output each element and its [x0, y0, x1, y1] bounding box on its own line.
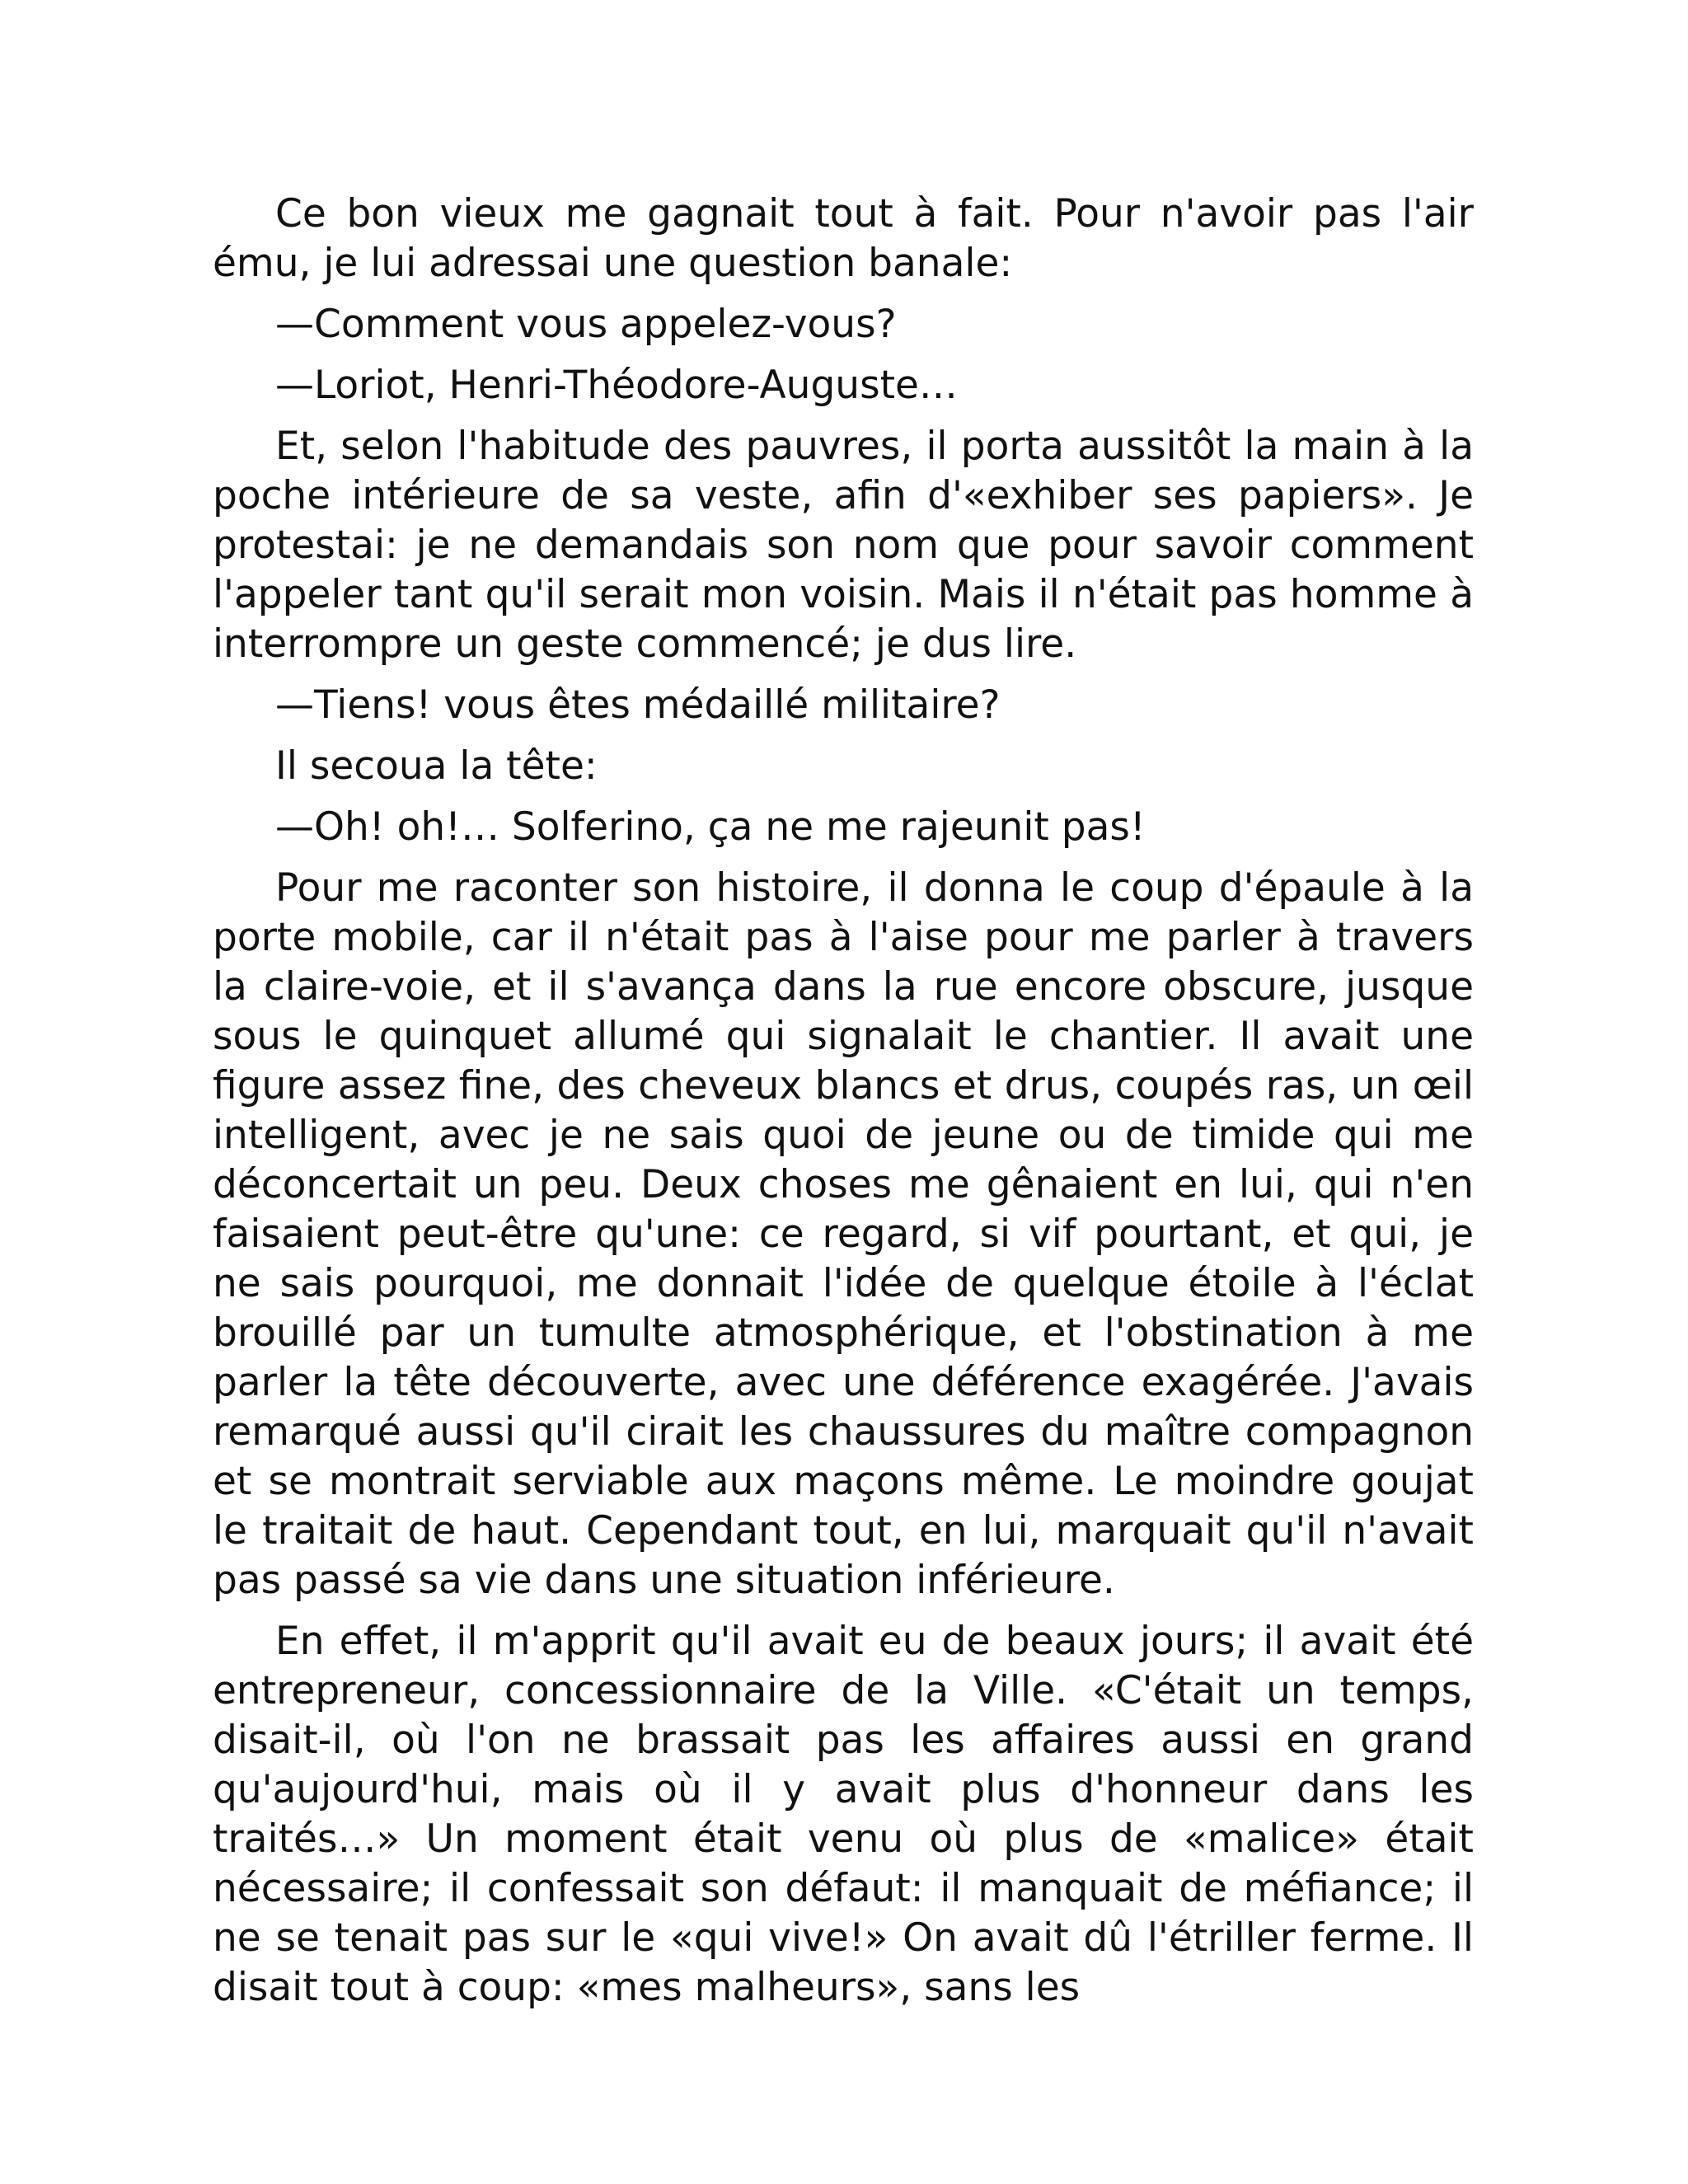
paragraph-3: —Loriot, Henri-Théodore-Auguste… [275, 363, 958, 408]
paragraph-8: Pour me raconter son histoire, il donna le coup d'épaule à la porte mobile, car il n'était pas à l'aise pour me parler à travers la claire-voie, et il s'avança dans la rue encore obscure, jusque sous le quinquet allumé qui signalait le chantier. Il avait une figure assez fine, des cheveux blancs et drus, coupés ras, un œil intelligent, avec je ne sais quoi de jeune ou de timide qui me déconcertait un peu. Deux choses me gênaient en lui, qui n'en faisaient peut-être qu'une: ce regard, si vif pourtant, et qui, je ne sais pourquoi, me donnait l'idée de quelque étoile à l'éclat brouillé par un tumulte atmosphérique, et l'obstination à me parler la tête découverte, avec une déférence exagérée. J'avais remarqué aussi qu'il cirait les chaussures du maître compagnon et se montrait serviable aux maçons même. Le moindre goujat le traitait de haut. Cependant tout, en lui, marquait qu'il n'avait pas passé sa vie dans une situation inférieure. [213, 865, 1474, 1603]
paragraph-7: —Oh! oh!… Solferino, ça ne me rajeunit pas! [275, 804, 1146, 850]
page-body [213, 190, 1474, 2013]
paragraph-5: —Tiens! vous êtes médaillé militaire? [275, 682, 1001, 728]
paragraph-1: Ce bon vieux me gagnait tout à fait. Pour n'avoir pas l'air ému, je lui adressai une question banale: [213, 191, 1474, 286]
paragraph-4: Et, selon l'habitude des pauvres, il porta aussitôt la main à la poche intérieure de sa veste, afin d'«exhiber ses papiers». Je protestai: je ne demandais son nom que pour savoir comment l'appeler tant qu'il serait mon voisin. Mais il n'était pas homme à interrompre un geste commencé; je dus lire. [213, 424, 1474, 667]
paragraph-2: —Comment vous appelez-vous? [275, 302, 897, 347]
paragraph-6: Il secoua la tête: [275, 743, 598, 789]
paragraph-9: En effet, il m'apprit qu'il avait eu de beaux jours; il avait été entrepreneur, concessionnaire de la Ville. «C'était un temps, disait-il, où l'on ne brassait pas les affaires aussi en grand qu'aujourd'hui, mais où il y avait plus d'honneur dans les traités…» Un moment était venu où plus de «malice» était nécessaire; il confessait son défaut: il manquait de méfiance; il ne se tenait pas sur le «qui vive!» On avait dû l'étriller ferme. Il disait tout à coup: «mes malheurs», sans les [213, 1619, 1474, 2010]
